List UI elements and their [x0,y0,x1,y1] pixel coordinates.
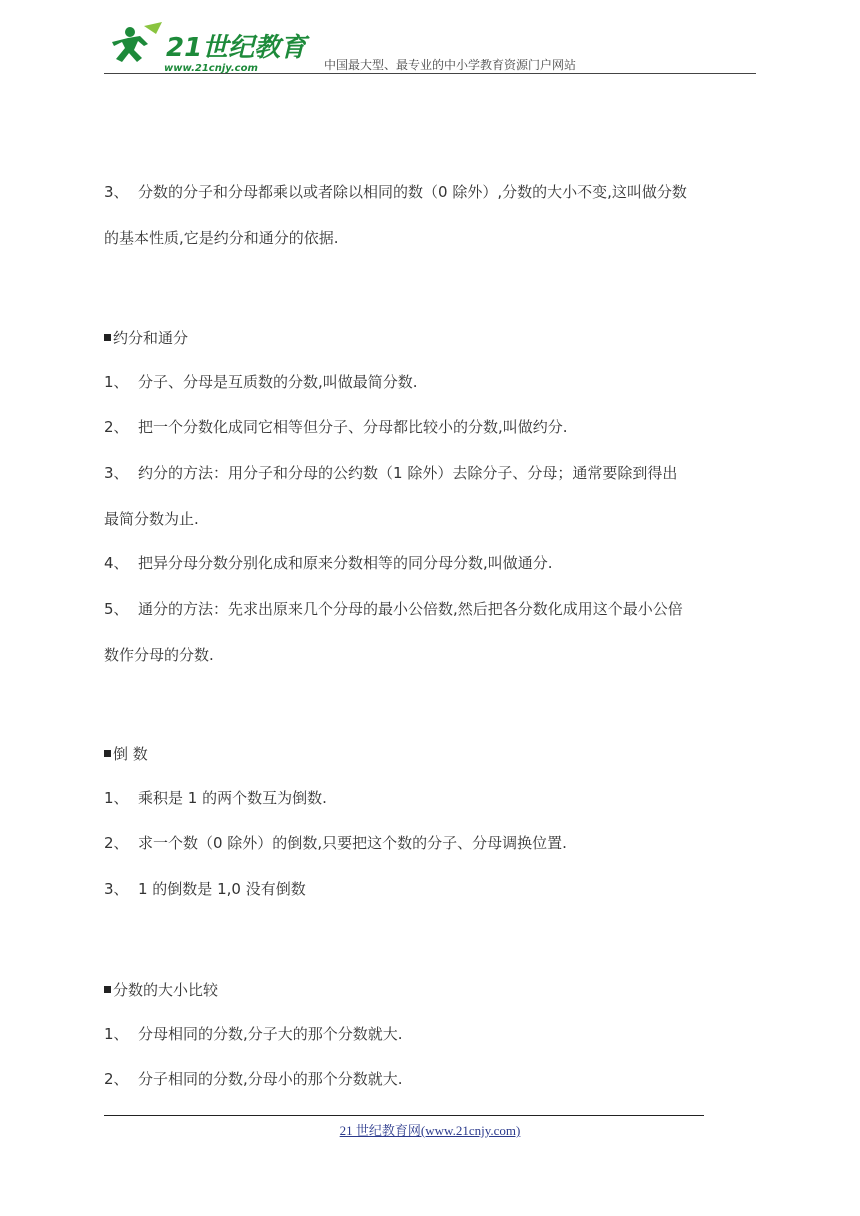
paragraph-line [104,496,760,542]
item-number: 3、 [104,880,129,898]
section-heading [104,743,148,765]
bullet-square-icon [104,334,111,341]
numbered-paragraph [104,586,760,678]
logo-text: 21世纪教育 [166,33,307,63]
numbered-paragraph [104,540,760,586]
paragraph-line [104,775,760,821]
paragraph-line [104,1011,760,1057]
paragraph-text: 分数的分子和分母都乘以或者除以相同的数（0 除外）,分数的大小不变,这叫做分数 [138,183,687,201]
item-number: 4、 [104,554,129,572]
paragraph-line [104,586,760,632]
paragraph-text: 求一个数（0 除外）的倒数,只要把这个数的分子、分母调换位置. [138,834,567,852]
paragraph-text: 1 的倒数是 1,0 没有倒数 [138,880,306,898]
paragraph-line [104,820,760,866]
section-heading-text: 约分和通分 [113,329,189,347]
numbered-paragraph [104,1011,760,1057]
numbered-paragraph [104,775,760,821]
item-number: 2、 [104,418,129,436]
section-heading-text: 倒 数 [113,745,148,763]
paragraph-text: 数作分母的分数. [104,646,214,664]
item-number: 2、 [104,834,129,852]
page-header [104,18,756,74]
item-number: 2、 [104,1070,129,1088]
footer-divider [104,1115,704,1116]
item-number: 5、 [104,600,129,618]
paragraph-text: 分母相同的分数,分子大的那个分数就大. [138,1025,403,1043]
paragraph-text: 分子、分母是互质数的分数,叫做最简分数. [138,373,418,391]
paragraph-line [104,450,760,496]
site-logo[interactable] [104,18,314,74]
item-number: 1、 [104,373,129,391]
numbered-paragraph [104,450,760,542]
paragraph-line [104,359,760,405]
paragraph-line [104,169,760,215]
paragraph-line [104,215,760,261]
section-heading [104,327,188,349]
header-divider [104,73,756,74]
item-number: 1、 [104,1025,129,1043]
paragraph-line [104,1056,760,1102]
bullet-square-icon [104,986,111,993]
logo-url: www.21cnjy.com [164,63,258,74]
paragraph-line [104,540,760,586]
paragraph-text: 约分的方法：用分子和分母的公约数（1 除外）去除分子、分母；通常要除到得出 [138,464,678,482]
paragraph-text: 把一个分数化成同它相等但分子、分母都比较小的分数,叫做约分. [138,418,568,436]
numbered-paragraph [104,1056,760,1102]
site-slogan: 中国最大型、最专业的中小学教育资源门户网站 [324,58,577,72]
numbered-paragraph [104,404,760,450]
item-number: 3、 [104,464,129,482]
numbered-paragraph [104,169,760,261]
bullet-square-icon [104,750,111,757]
paragraph-text: 乘积是 1 的两个数互为倒数. [138,789,327,807]
section-heading-text: 分数的大小比较 [113,981,219,999]
paragraph-line [104,866,760,912]
paragraph-text: 分子相同的分数,分母小的那个分数就大. [138,1070,403,1088]
paragraph-line [104,632,760,678]
paragraph-text: 通分的方法：先求出原来几个分母的最小公倍数,然后把各分数化成用这个最小公倍 [138,600,683,618]
section-heading [104,979,218,1001]
footer-link[interactable]: 21 世纪教育网(www.21cnjy.com) [339,1123,521,1138]
item-number: 3、 [104,183,129,201]
paragraph-text: 的基本性质,它是约分和通分的依据. [104,229,339,247]
paragraph-text: 最简分数为止. [104,510,199,528]
numbered-paragraph [104,359,760,405]
numbered-paragraph [104,820,760,866]
numbered-paragraph [104,866,760,912]
paragraph-line [104,404,760,450]
paragraph-text: 把异分母分数分别化成和原来分数相等的同分母分数,叫做通分. [138,554,553,572]
item-number: 1、 [104,789,129,807]
